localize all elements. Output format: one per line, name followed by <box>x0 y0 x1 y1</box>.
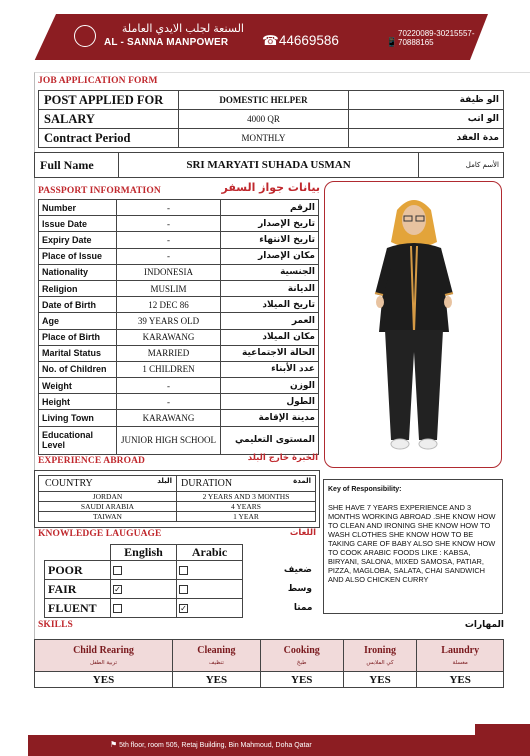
mobile-numbers <box>398 29 475 47</box>
table-row <box>45 599 316 618</box>
passport-title: PASSPORT INFORMATION <box>38 186 161 196</box>
post-value: DOMESTIC HELPER <box>179 91 349 110</box>
passport-field-arabic: العمر <box>221 313 319 329</box>
language-table <box>44 544 316 618</box>
arabic-header: Arabic <box>177 545 243 561</box>
table-row <box>39 361 319 377</box>
passport-field-value: MARRIED <box>117 345 221 361</box>
english-level-cell <box>111 599 177 618</box>
table-row <box>39 91 504 110</box>
skill-name: Child Rearing <box>73 645 134 656</box>
language-title-arabic: اللغات <box>289 528 316 538</box>
english-level-cell <box>111 561 177 580</box>
passport-field-value: - <box>117 378 221 394</box>
language-corner <box>45 545 111 561</box>
duration-header-arabic: المدة <box>293 477 311 485</box>
table-row <box>39 394 319 410</box>
passport-field-arabic: مكان الإصدار <box>221 248 319 264</box>
skill-name-arabic: طبخ <box>296 660 307 666</box>
experience-duration: 4 YEARS <box>177 502 316 512</box>
duration-header-label: DURATION <box>181 478 233 489</box>
experience-duration: 2 YEARS AND 3 MONTHS <box>177 492 316 502</box>
contract-arabic: مدة العقد <box>349 129 504 148</box>
passport-field-label: Date of Birth <box>39 297 117 313</box>
language-level-arabic: ممتا <box>293 603 313 613</box>
table-row <box>39 264 319 280</box>
passport-table <box>38 199 319 455</box>
language-level-arabic: وسط <box>287 584 312 594</box>
telephone-icon: ☎ <box>262 33 279 48</box>
country-header <box>39 476 177 492</box>
table-row <box>35 640 504 672</box>
company-name-arabic: السنعة لجلب الايدي العاملة <box>121 23 244 35</box>
english-checkbox[interactable] <box>113 604 122 613</box>
passport-field-value: - <box>117 216 221 232</box>
table-row <box>39 329 319 345</box>
experience-country: TAIWAN <box>39 512 177 522</box>
experience-table <box>38 475 316 522</box>
footer-address: 5th floor, room 505, Retaj Building, Bin Mahmoud, Doha Qatar <box>119 742 312 749</box>
passport-field-value: KARAWANG <box>117 329 221 345</box>
skill-name-arabic: تربية الطفل <box>89 660 118 666</box>
passport-field-value: - <box>117 248 221 264</box>
passport-field-label: Nationality <box>39 264 117 280</box>
experience-country: JORDAN <box>39 492 177 502</box>
table-row <box>39 129 504 148</box>
post-arabic: الو ظيفة <box>349 91 504 110</box>
passport-field-value: MUSLIM <box>117 280 221 296</box>
english-checkbox[interactable]: ✓ <box>114 584 121 594</box>
full-name-label: Full Name <box>35 153 119 178</box>
salary-arabic: الو اتب <box>349 110 504 129</box>
full-name-arabic: الأسم كامل <box>419 153 504 178</box>
post-table <box>38 90 504 148</box>
skills-title-arabic: المهارات <box>464 620 504 630</box>
table-row <box>39 110 504 129</box>
language-corner-right <box>243 545 316 561</box>
arabic-checkbox[interactable] <box>179 585 188 594</box>
passport-field-label: Marital Status <box>39 345 117 361</box>
passport-field-value: 12 DEC 86 <box>117 297 221 313</box>
skill-name: Cooking <box>283 645 320 656</box>
passport-field-value: INDONESIA <box>117 264 221 280</box>
table-row <box>39 492 316 502</box>
arabic-checkbox[interactable]: ✓ <box>180 603 187 613</box>
arabic-level-cell <box>177 580 243 599</box>
experience-title: EXPERIENCE ABROAD <box>38 456 146 466</box>
table-row <box>39 200 319 216</box>
passport-title-arabic: بيانات جواز السفر <box>221 181 320 194</box>
full-name-table <box>34 152 504 178</box>
applicant-photo <box>324 181 502 468</box>
passport-field-value: KARAWANG <box>117 410 221 426</box>
table-row <box>35 672 504 688</box>
skill-header-cell <box>417 640 504 672</box>
country-header-arabic: البلد <box>157 477 172 485</box>
company-logo-icon <box>74 25 96 47</box>
language-level-label: POOR <box>45 561 111 580</box>
table-row <box>39 512 316 522</box>
country-header-label: COUNTRY <box>45 478 93 489</box>
english-checkbox[interactable] <box>113 566 122 575</box>
full-name-value: SRI MARYATI SUHADA USMAN <box>119 153 419 178</box>
passport-field-arabic: الرقم <box>221 200 319 216</box>
passport-field-arabic: عدد الأبناء <box>221 361 319 377</box>
mobile-line-1: 70220089-30215557- <box>398 29 475 38</box>
table-row <box>45 561 316 580</box>
experience-title-arabic: الخبرة خارج البلد <box>247 453 318 463</box>
table-row <box>39 216 319 232</box>
form-title: JOB APPLICATION FORM <box>38 76 158 86</box>
passport-field-value: 39 YEARS OLD <box>117 313 221 329</box>
language-title: KNOWLEDGE LAUGUAGE <box>38 529 162 539</box>
table-row <box>39 232 319 248</box>
passport-field-label: Issue Date <box>39 216 117 232</box>
passport-field-value: 1 CHILDREN <box>117 361 221 377</box>
mobile-line-2: 70888165 <box>398 38 434 47</box>
skill-name-arabic: كي الملابس <box>366 660 394 666</box>
passport-field-arabic: تاريخ الميلاد <box>221 297 319 313</box>
skill-name: Laundry <box>441 645 480 656</box>
passport-field-arabic: الحالة الاجتماعية <box>221 345 319 361</box>
passport-field-label: Place of Birth <box>39 329 117 345</box>
passport-field-label: Age <box>39 313 117 329</box>
contract-label: Contract Period <box>39 129 179 148</box>
passport-field-arabic: الطول <box>221 394 319 410</box>
passport-field-label: Religion <box>39 280 117 296</box>
passport-field-value: - <box>117 200 221 216</box>
location-pin-icon: ⚑ <box>110 740 118 749</box>
skill-value: YES <box>173 672 261 688</box>
header-phone <box>262 33 339 49</box>
experience-duration: 1 YEAR <box>177 512 316 522</box>
skill-name-arabic: مغسلة <box>452 660 468 666</box>
passport-field-value: - <box>117 232 221 248</box>
table-row <box>39 297 319 313</box>
english-header: English <box>111 545 177 561</box>
skill-value: YES <box>343 672 417 688</box>
salary-value: 4000 QR <box>179 110 349 129</box>
table-row <box>39 248 319 264</box>
skills-title: SKILLS <box>38 620 73 630</box>
footer-address-row <box>110 740 312 749</box>
skill-header-cell <box>343 640 417 672</box>
english-level-cell <box>111 580 177 599</box>
language-level-label: FLUENT <box>45 599 111 618</box>
applicant-figure <box>325 182 502 468</box>
skill-header-cell <box>260 640 343 672</box>
passport-field-label: Educational Level <box>39 426 117 454</box>
passport-field-label: Weight <box>39 378 117 394</box>
passport-field-arabic: الجنسية <box>221 264 319 280</box>
passport-field-arabic: المستوى التعليمي <box>221 426 319 454</box>
responsibility-text: SHE HAVE 7 YEARS EXPERIENCE AND 3 MONTHS WORKING ABROAD .SHE KNOW HOW TO CLEAN AND IRONING SHE KNOW HOW TO WASH CLOTHES SHE KNOW HOW TO BE TAKING CARE OF BABY ALSO SHE KNOW HOW TO COOK ARABIC FOODS LIKE : KABSA, BIRYANI, SALONA, MIXED SAMOSA, PATIAR, PIZZA, MAGLOBA, SALATA, CHAI SANDWICH AND ALSO CHICKEN CURRY <box>328 503 496 584</box>
skill-header-cell <box>173 640 261 672</box>
arabic-checkbox[interactable] <box>179 566 188 575</box>
language-level-arabic: ضعيف <box>283 565 312 575</box>
table-row <box>39 502 316 512</box>
contract-value: MONTHLY <box>179 129 349 148</box>
skill-name-arabic: تنظيف <box>208 660 224 666</box>
table-row <box>39 410 319 426</box>
passport-field-label: Number <box>39 200 117 216</box>
experience-country: SAUDI ARABIA <box>39 502 177 512</box>
skill-value: YES <box>35 672 173 688</box>
arabic-level-cell <box>177 561 243 580</box>
table-row <box>39 378 319 394</box>
table-row <box>39 345 319 361</box>
passport-field-label: Height <box>39 394 117 410</box>
skill-name: Cleaning <box>197 645 236 656</box>
responsibility-box <box>323 479 503 614</box>
skill-value: YES <box>260 672 343 688</box>
table-row <box>39 426 319 454</box>
post-label: POST APPLIED FOR <box>39 91 179 110</box>
table-row <box>35 153 504 178</box>
phone-number: 44669586 <box>278 33 339 48</box>
passport-field-arabic: مكان الميلاد <box>221 329 319 345</box>
passport-field-value: - <box>117 394 221 410</box>
skill-name: Ironing <box>363 645 397 656</box>
passport-field-arabic: الديانة <box>221 280 319 296</box>
language-level-label: FAIR <box>45 580 111 599</box>
passport-field-arabic: تاريخ الانتهاء <box>221 232 319 248</box>
skill-value: YES <box>417 672 504 688</box>
responsibility-title: Key of Responsibility: <box>328 486 402 493</box>
table-row <box>39 476 316 492</box>
table-row <box>39 280 319 296</box>
passport-field-value: JUNIOR HIGH SCHOOL <box>117 426 221 454</box>
table-row <box>45 545 316 561</box>
company-name-english: AL - SANNA MANPOWER <box>104 37 229 48</box>
salary-label: SALARY <box>39 110 179 129</box>
arabic-level-cell <box>177 599 243 618</box>
table-row <box>45 580 316 599</box>
passport-field-label: No. of Children <box>39 361 117 377</box>
skills-table <box>34 639 504 688</box>
passport-field-arabic: مدينة الإقامة <box>221 410 319 426</box>
skill-header-cell <box>35 640 173 672</box>
table-row <box>39 313 319 329</box>
passport-field-label: Living Town <box>39 410 117 426</box>
passport-field-arabic: الوزن <box>221 378 319 394</box>
passport-field-label: Place of Issue <box>39 248 117 264</box>
passport-field-label: Expiry Date <box>39 232 117 248</box>
mobile-icon: 📱 <box>386 37 398 47</box>
duration-header <box>177 476 316 492</box>
passport-field-arabic: تاريخ الإصدار <box>221 216 319 232</box>
